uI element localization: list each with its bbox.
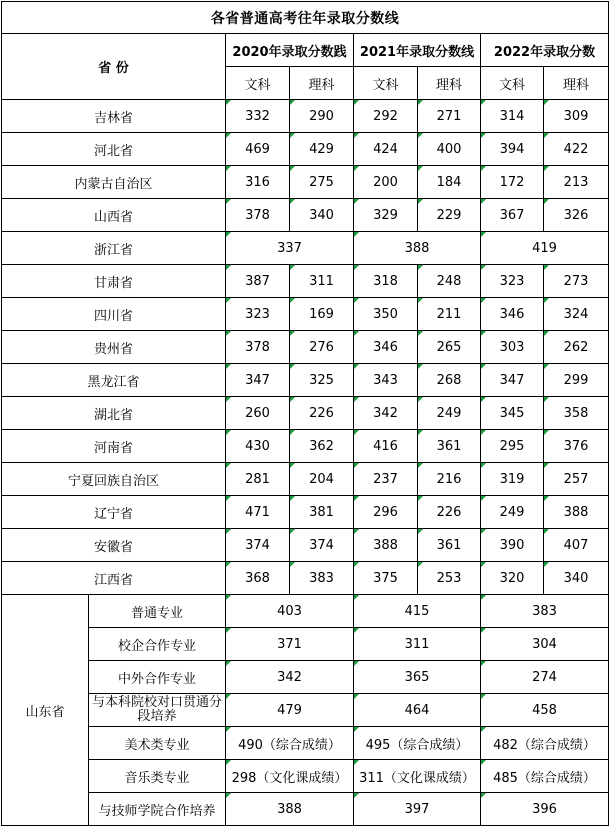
score-cell[interactable]: 424 (354, 133, 418, 166)
score-cell[interactable]: 429 (290, 133, 354, 166)
table-row (2, 397, 609, 430)
score-cell[interactable]: 211 (418, 298, 481, 331)
score-cell-merged[interactable]: 274 (481, 661, 609, 694)
category-cell[interactable]: 校企合作专业 (89, 628, 226, 661)
score-cell[interactable]: 273 (544, 265, 609, 298)
score-cell[interactable]: 281 (226, 463, 290, 496)
subheader-li: 理科 (290, 67, 354, 100)
table-row (2, 793, 609, 826)
score-cell[interactable]: 368 (226, 562, 290, 595)
subheader-wen: 文科 (226, 67, 290, 100)
subheader-wen: 文科 (481, 67, 544, 100)
province-cell[interactable]: 辽宁省 (2, 496, 226, 529)
score-cell-merged[interactable]: 365 (354, 661, 481, 694)
table-row (2, 496, 609, 529)
table-row (2, 133, 609, 166)
score-cell[interactable]: 346 (481, 298, 544, 331)
table-row (2, 760, 609, 793)
score-cell[interactable]: 394 (481, 133, 544, 166)
score-cell-merged[interactable]: 495（综合成绩） (354, 727, 481, 760)
score-cell[interactable]: 407 (544, 529, 609, 562)
score-cell[interactable]: 388 (354, 529, 418, 562)
score-cell[interactable]: 275 (290, 166, 354, 199)
table-row (2, 331, 609, 364)
score-cell-merged[interactable]: 337 (226, 232, 354, 265)
score-cell[interactable]: 295 (481, 430, 544, 463)
score-cell[interactable]: 260 (226, 397, 290, 430)
score-cell[interactable]: 350 (354, 298, 418, 331)
score-cell[interactable]: 319 (481, 463, 544, 496)
score-cell[interactable]: 390 (481, 529, 544, 562)
score-cell[interactable]: 361 (418, 430, 481, 463)
year-header-2021: 2021年录取分数线 (354, 34, 481, 67)
score-cell-merged[interactable]: 415 (354, 595, 481, 628)
score-cell[interactable]: 347 (226, 364, 290, 397)
score-cell[interactable]: 367 (481, 199, 544, 232)
province-cell[interactable]: 甘肃省 (2, 265, 226, 298)
score-cell-merged[interactable]: 342 (226, 661, 354, 694)
table-row (2, 628, 609, 661)
score-cell[interactable]: 358 (544, 397, 609, 430)
score-cell[interactable]: 323 (226, 298, 290, 331)
score-cell[interactable]: 229 (418, 199, 481, 232)
score-cell[interactable]: 469 (226, 133, 290, 166)
table-row (2, 199, 609, 232)
score-cell[interactable]: 318 (354, 265, 418, 298)
table-row (2, 265, 609, 298)
score-cell[interactable]: 237 (354, 463, 418, 496)
score-cell[interactable]: 292 (354, 100, 418, 133)
score-cell[interactable]: 416 (354, 430, 418, 463)
table-row (2, 727, 609, 760)
province-cell[interactable]: 内蒙古自治区 (2, 166, 226, 199)
score-cell[interactable]: 422 (544, 133, 609, 166)
score-cell[interactable]: 378 (226, 199, 290, 232)
province-cell-shandong[interactable]: 山东省 (2, 595, 89, 826)
score-cell[interactable]: 378 (226, 331, 290, 364)
score-cell[interactable]: 342 (354, 397, 418, 430)
score-cell[interactable]: 471 (226, 496, 290, 529)
score-cell[interactable]: 374 (226, 529, 290, 562)
score-cell-merged[interactable]: 464 (354, 694, 481, 727)
score-cell[interactable]: 361 (418, 529, 481, 562)
score-cell[interactable]: 381 (290, 496, 354, 529)
score-cell[interactable]: 200 (354, 166, 418, 199)
score-cell[interactable]: 343 (354, 364, 418, 397)
score-cell[interactable]: 332 (226, 100, 290, 133)
score-cell[interactable]: 226 (290, 397, 354, 430)
score-cell[interactable]: 362 (290, 430, 354, 463)
category-cell[interactable]: 普通专业 (89, 595, 226, 628)
province-cell[interactable]: 贵州省 (2, 331, 226, 364)
score-cell[interactable]: 340 (290, 199, 354, 232)
province-cell[interactable]: 宁夏回族自治区 (2, 463, 226, 496)
score-cell-merged[interactable]: 419 (481, 232, 609, 265)
score-cell[interactable]: 276 (290, 331, 354, 364)
score-cell[interactable]: 248 (418, 265, 481, 298)
score-cell[interactable]: 296 (354, 496, 418, 529)
table-title: 各省普通高考往年录取分数线 (2, 2, 609, 34)
score-cell-merged[interactable]: 458 (481, 694, 609, 727)
score-cell[interactable]: 325 (290, 364, 354, 397)
table-row (2, 562, 609, 595)
province-header: 省 份 (2, 34, 226, 100)
score-cell[interactable]: 290 (290, 100, 354, 133)
score-cell[interactable]: 271 (418, 100, 481, 133)
score-cell[interactable]: 265 (418, 331, 481, 364)
score-cell[interactable]: 262 (544, 331, 609, 364)
score-cell[interactable]: 309 (544, 100, 609, 133)
province-cell[interactable]: 黑龙江省 (2, 364, 226, 397)
score-cell[interactable]: 388 (544, 496, 609, 529)
table-row (2, 232, 609, 265)
score-cell[interactable]: 347 (481, 364, 544, 397)
table-row (2, 595, 609, 628)
score-cell[interactable]: 375 (354, 562, 418, 595)
score-cell-merged[interactable]: 383 (481, 595, 609, 628)
score-cell-merged[interactable]: 396 (481, 793, 609, 826)
score-cell[interactable]: 324 (544, 298, 609, 331)
score-cell-merged[interactable]: 311（文化课成绩） (354, 760, 481, 793)
score-cell[interactable]: 268 (418, 364, 481, 397)
category-cell[interactable]: 与本科院校对口贯通分段培养 (89, 694, 226, 727)
table-row (2, 364, 609, 397)
category-cell[interactable]: 美术类专业 (89, 727, 226, 760)
subheader-li: 理科 (418, 67, 481, 100)
province-cell[interactable]: 湖北省 (2, 397, 226, 430)
score-cell[interactable]: 345 (481, 397, 544, 430)
score-cell-merged[interactable]: 403 (226, 595, 354, 628)
score-cell[interactable]: 383 (290, 562, 354, 595)
score-cell[interactable]: 213 (544, 166, 609, 199)
score-cell[interactable]: 340 (544, 562, 609, 595)
table-row (2, 100, 609, 133)
province-cell[interactable]: 吉林省 (2, 100, 226, 133)
score-cell-merged[interactable]: 490（综合成绩） (226, 727, 354, 760)
score-cell[interactable]: 320 (481, 562, 544, 595)
score-cell[interactable]: 184 (418, 166, 481, 199)
table-row (2, 298, 609, 331)
score-cell[interactable]: 299 (544, 364, 609, 397)
score-cell-merged[interactable]: 298（文化课成绩） (226, 760, 354, 793)
score-cell[interactable]: 249 (481, 496, 544, 529)
province-cell[interactable]: 河北省 (2, 133, 226, 166)
score-cell[interactable]: 400 (418, 133, 481, 166)
score-cell-merged[interactable]: 371 (226, 628, 354, 661)
score-cell-merged[interactable]: 482（综合成绩） (481, 727, 609, 760)
score-cell[interactable]: 374 (290, 529, 354, 562)
province-cell[interactable]: 安徽省 (2, 529, 226, 562)
score-cell-merged[interactable]: 485（综合成绩） (481, 760, 609, 793)
score-cell[interactable]: 226 (418, 496, 481, 529)
score-cell[interactable]: 169 (290, 298, 354, 331)
table-row (2, 463, 609, 496)
province-cell[interactable]: 山西省 (2, 199, 226, 232)
province-cell[interactable]: 四川省 (2, 298, 226, 331)
category-cell[interactable]: 音乐类专业 (89, 760, 226, 793)
score-cell[interactable]: 216 (418, 463, 481, 496)
score-cell-merged[interactable]: 311 (354, 628, 481, 661)
score-cell[interactable]: 387 (226, 265, 290, 298)
score-cell[interactable]: 303 (481, 331, 544, 364)
score-cell[interactable]: 311 (290, 265, 354, 298)
score-cell[interactable]: 326 (544, 199, 609, 232)
category-cell[interactable]: 与技师学院合作培养 (89, 793, 226, 826)
score-cell[interactable]: 316 (226, 166, 290, 199)
score-cell[interactable]: 346 (354, 331, 418, 364)
province-cell[interactable]: 浙江省 (2, 232, 226, 265)
table-row (2, 166, 609, 199)
score-cell-merged[interactable]: 388 (354, 232, 481, 265)
score-cell[interactable]: 249 (418, 397, 481, 430)
score-cell[interactable]: 257 (544, 463, 609, 496)
score-cell-merged[interactable]: 304 (481, 628, 609, 661)
table-row (2, 529, 609, 562)
subheader-wen: 文科 (354, 67, 418, 100)
subheader-li: 理科 (544, 67, 609, 100)
score-cell[interactable]: 323 (481, 265, 544, 298)
score-cell-merged[interactable]: 388 (226, 793, 354, 826)
score-cell[interactable]: 253 (418, 562, 481, 595)
year-header-2022: 2022年录取分数 (481, 34, 609, 67)
table-row (2, 661, 609, 694)
admission-score-table (1, 1, 609, 826)
score-cell[interactable]: 314 (481, 100, 544, 133)
score-cell[interactable]: 430 (226, 430, 290, 463)
score-cell[interactable]: 204 (290, 463, 354, 496)
score-cell[interactable]: 376 (544, 430, 609, 463)
score-cell[interactable]: 329 (354, 199, 418, 232)
province-cell[interactable]: 河南省 (2, 430, 226, 463)
score-cell-merged[interactable]: 397 (354, 793, 481, 826)
category-cell[interactable]: 中外合作专业 (89, 661, 226, 694)
table-row (2, 694, 609, 727)
score-cell-merged[interactable]: 479 (226, 694, 354, 727)
province-cell[interactable]: 江西省 (2, 562, 226, 595)
year-header-2020: 2020年录取分数践 (226, 34, 354, 67)
table-row (2, 430, 609, 463)
score-cell[interactable]: 172 (481, 166, 544, 199)
